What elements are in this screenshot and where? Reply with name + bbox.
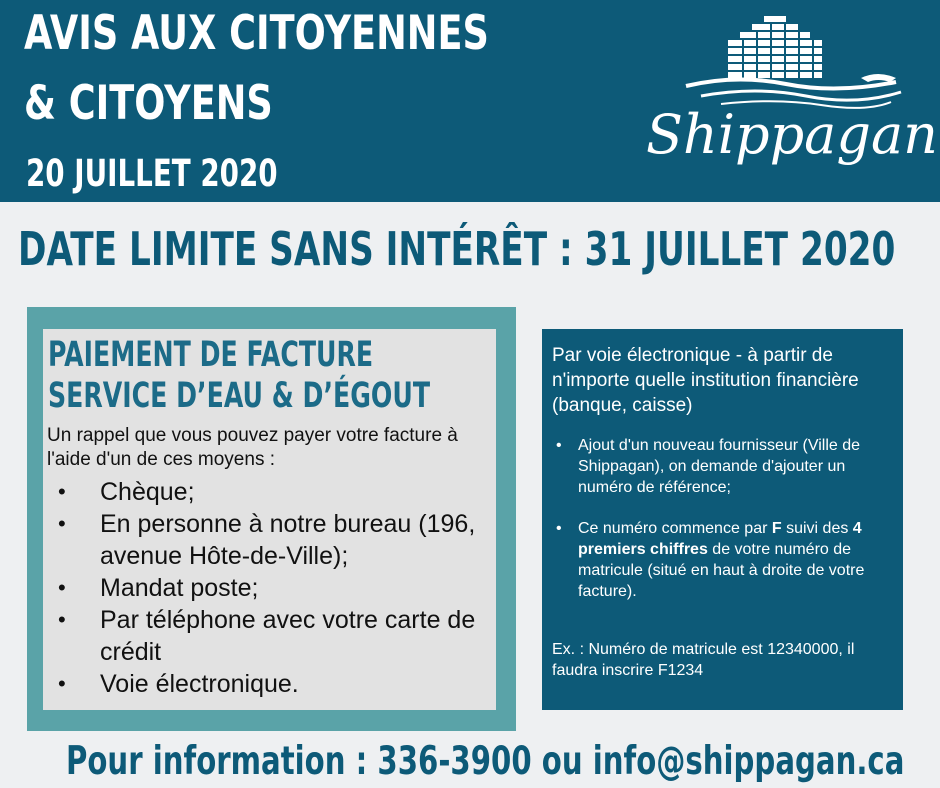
logo-text: Shippagan [646, 103, 938, 166]
deadline-heading: DATE LIMITE SANS INTÉRÊT : 31 JUILLET 2020 [18, 222, 896, 276]
payment-heading-line-2: SERVICE D’EAU & D’ÉGOUT [48, 376, 431, 416]
notice-title-line-1: AVIS AUX CITOYENNES [24, 6, 489, 61]
step-bold-digits: 4 premiers chiffres [578, 520, 862, 558]
list-item: • Par téléphone avec votre carte de crédit [58, 604, 498, 668]
notice-title-line-2: & CITOYENS [24, 76, 273, 131]
payment-methods-list [58, 476, 498, 700]
shippagan-logo [646, 8, 938, 198]
electronic-intro: Par voie électronique - à partir de n'importe quelle institution financière (banque, caisse) [552, 345, 859, 416]
electronic-steps-list [550, 435, 900, 602]
step-text: Ce numéro commence par [578, 520, 772, 537]
example-text: Ex. : Numéro de matricule est 12340000, il faudra inscrire F1234 [552, 641, 855, 679]
list-item: • Ajout d'un nouveau fournisseur (Ville de Shippagan), on demande d'ajouter un numéro de référence; [550, 435, 900, 498]
step-text: suivi des [781, 520, 853, 537]
list-item [550, 518, 900, 602]
list-item: • En personne à notre bureau (196, avenue Hôte-de-Ville); [58, 508, 498, 572]
payment-heading-line-1: PAIEMENT DE FACTURE [48, 335, 374, 375]
contact-footer: Pour information : 336-3900 ou info@shippagan.ca [66, 739, 905, 784]
list-item: • Mandat poste; [58, 572, 498, 604]
step-text: de votre numéro de matricule (situé en haut à droite de votre facture). [578, 541, 865, 600]
header-banner [0, 0, 940, 202]
electronic-payment-panel [542, 329, 903, 710]
payment-intro: Un rappel que vous pouvez payer votre facture à l'aide d'un de ces moyens : [47, 425, 458, 470]
list-item: • Chèque; [58, 476, 498, 508]
notice-date: 20 JUILLET 2020 [26, 152, 278, 195]
list-item: • Voie électronique. [58, 668, 498, 700]
step-bold-prefix: F [771, 520, 782, 537]
